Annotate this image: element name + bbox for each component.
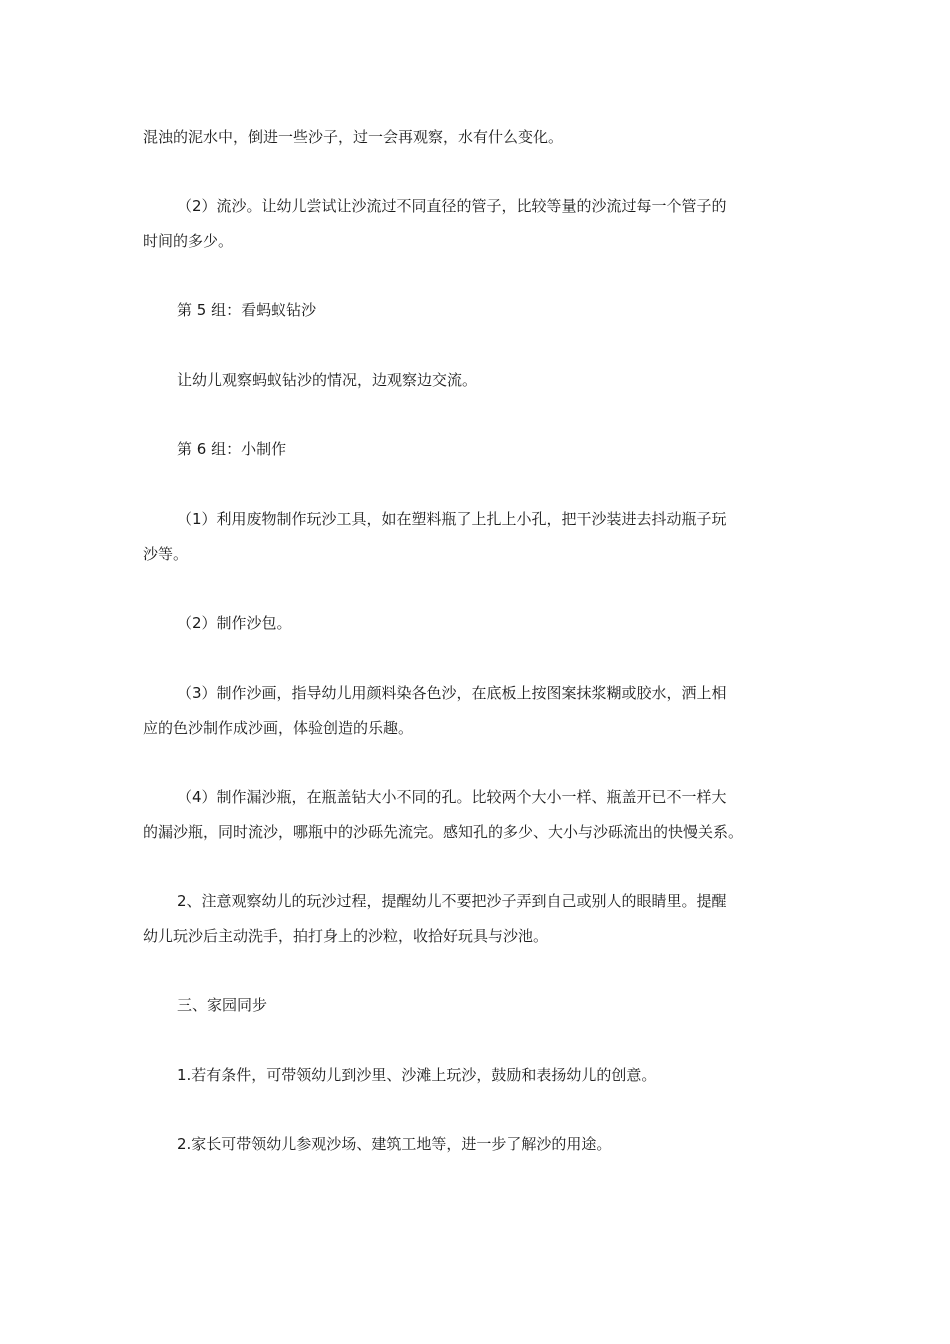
text-line: 第 5 组：看蚂蚁钻沙	[177, 301, 317, 319]
heading-group-5	[143, 293, 813, 328]
paragraph-sand-bottle	[143, 780, 813, 850]
paragraph-observe-play	[143, 884, 813, 954]
paragraph-beach-play	[143, 1058, 813, 1093]
text-line: 2、注意观察幼儿的玩沙过程，提醒幼儿不要把沙子弄到自己或别人的眼睛里。提醒	[177, 892, 727, 910]
text-line: 的漏沙瓶，同时流沙，哪瓶中的沙砾先流完。感知孔的多少、大小与沙砾流出的快慢关系。	[143, 823, 744, 841]
paragraph-ants	[143, 363, 813, 398]
text-line: 混浊的泥水中，倒进一些沙子，过一会再观察，水有什么变化。	[143, 128, 564, 146]
text-line: （3）制作沙画，指导幼儿用颜料染各色沙，在底板上按图案抹浆糊或胶水，洒上相	[177, 684, 727, 702]
text-line: 时间的多少。	[143, 232, 234, 250]
text-line: 应的色沙制作成沙画，体验创造的乐趣。	[143, 719, 414, 737]
text-line: 沙等。	[143, 545, 189, 563]
text-line: （1）利用废物制作玩沙工具，如在塑料瓶了上扎上小孔，把干沙装进去抖动瓶子玩	[177, 510, 727, 528]
paragraph-visit-site	[143, 1127, 813, 1162]
paragraph-sand-painting	[143, 676, 813, 746]
text-line: （4）制作漏沙瓶，在瓶盖钻大小不同的孔。比较两个大小一样、瓶盖开已不一样大	[177, 788, 727, 806]
text-line: 第 6 组：小制作	[177, 440, 287, 458]
text-line: （2）流沙。让幼儿尝试让沙流过不同直径的管子，比较等量的沙流过每一个管子的	[177, 197, 727, 215]
heading-group-6	[143, 432, 813, 467]
text-line: 让幼儿观察蚂蚁钻沙的情况，边观察边交流。	[177, 371, 478, 389]
text-line: 幼儿玩沙后主动洗手，拍打身上的沙粒，收拾好玩具与沙池。	[143, 927, 549, 945]
text-line: 1.若有条件，可带领幼儿到沙里、沙滩上玩沙，鼓励和表扬幼儿的创意。	[177, 1066, 657, 1084]
text-line: 三、家园同步	[177, 996, 268, 1014]
heading-home-school	[143, 988, 813, 1023]
text-line: （2）制作沙包。	[177, 614, 292, 632]
paragraph-flowing-sand	[143, 189, 813, 259]
paragraph-tools	[143, 502, 813, 572]
paragraph-muddy-water	[143, 120, 813, 155]
text-line: 2.家长可带领幼儿参观沙场、建筑工地等，进一步了解沙的用途。	[177, 1135, 612, 1153]
paragraph-sandbag	[143, 606, 813, 641]
